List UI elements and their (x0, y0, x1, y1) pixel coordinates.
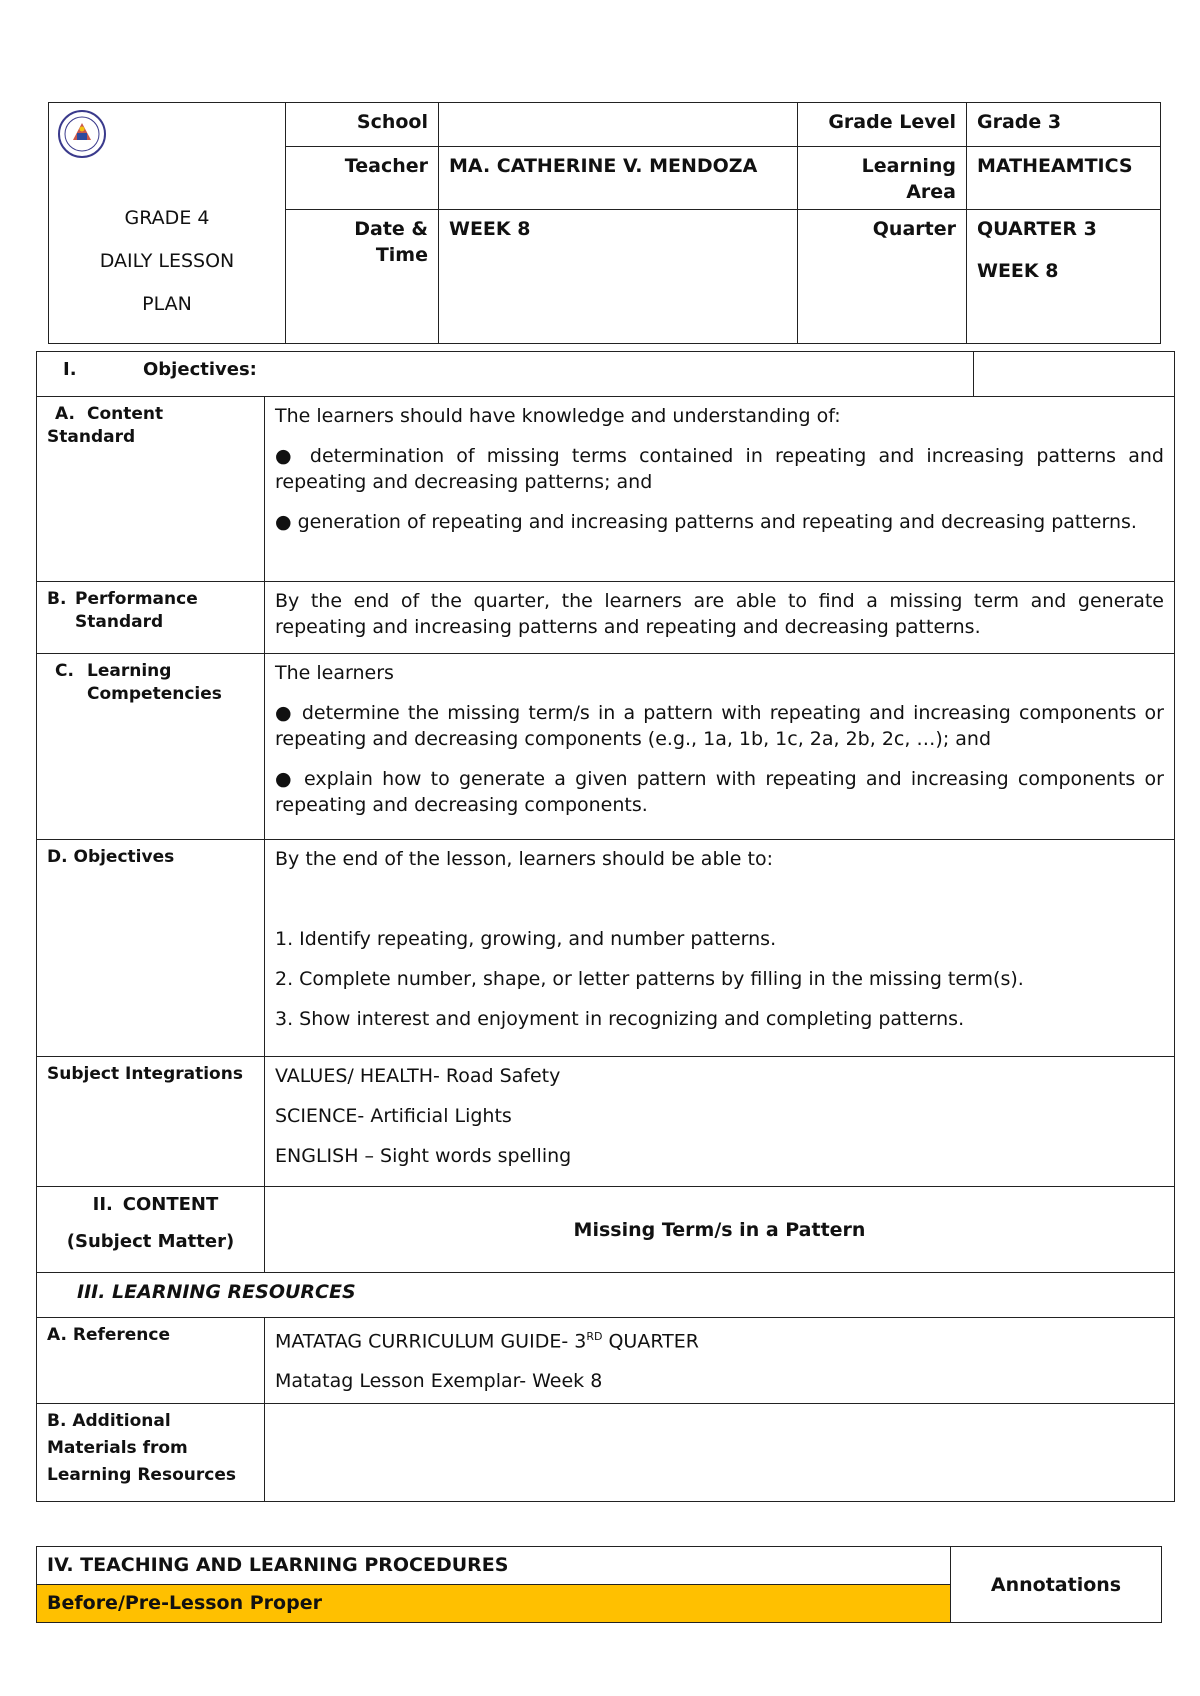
learning-competencies-bullet: ● explain how to generate a given pattern with repeating and increasing components or repeating and decreasing components. (275, 768, 1164, 816)
performance-standard-letter: B. (47, 589, 67, 609)
lesson-objectives-intro: By the end of the lesson, learners should be able to: (275, 848, 773, 870)
additional-materials-label-cell (37, 1404, 265, 1502)
reference-line-1-prefix: MATATAG CURRICULUM GUIDE- 3 (275, 1330, 587, 1353)
content-sub: (Subject Matter) (66, 1231, 235, 1252)
school-value (439, 103, 798, 147)
objectives-heading: Objectives: (143, 359, 257, 380)
performance-standard-label-line2: Standard (75, 612, 164, 632)
content-heading: CONTENT (122, 1194, 219, 1215)
datetime-value: WEEK 8 (439, 210, 798, 344)
title-line: GRADE 4 (124, 207, 210, 229)
learning-area-label: Learning Area (798, 147, 967, 210)
quarter-value-cell (967, 210, 1161, 344)
grade-level-value: Grade 3 (967, 103, 1161, 147)
lesson-objectives-cell (265, 840, 1175, 1057)
title-line: DAILY LESSON (99, 250, 235, 272)
learning-competencies-label-line2: Competencies (87, 684, 222, 704)
deped-seal-icon (57, 109, 107, 159)
subject-integration-item: ENGLISH – Sight words spelling (275, 1145, 572, 1167)
learning-area-value: MATHEAMTICS (967, 147, 1161, 210)
content-numeral: II. (92, 1194, 113, 1215)
header-table (48, 102, 1161, 344)
content-standard-label-cell (37, 397, 265, 582)
grade-level-label: Grade Level (798, 103, 967, 147)
title-line: PLAN (142, 293, 192, 315)
procedures-heading: IV. TEACHING AND LEARNING PROCEDURES (37, 1547, 951, 1585)
quarter-label: Quarter (798, 210, 967, 344)
content-standard-letter: A. (55, 404, 75, 424)
learning-competencies-label-cell (37, 654, 265, 840)
subject-integration-item: SCIENCE- Artificial Lights (275, 1105, 512, 1127)
content-standard-bullet: ● determination of missing terms contained in repeating and increasing patterns and repeating and decreasing patterns; and (275, 445, 1164, 493)
quarter-week: WEEK 8 (977, 260, 1059, 282)
lesson-plan-table (36, 351, 1175, 1502)
learning-competencies-bullet: ● determine the missing term/s in a pattern with repeating and increasing components or repeating and decreasing components (e.g., 1a, 1b, 1c, 2a, 2b, 2c, …); and (275, 702, 1164, 750)
reference-label: A. Reference (37, 1318, 265, 1404)
content-label-cell (37, 1187, 265, 1273)
reference-line-2: Matatag Lesson Exemplar- Week 8 (275, 1370, 603, 1393)
teacher-label: Teacher (286, 147, 439, 210)
content-standard-label: Content Standard (47, 404, 164, 447)
objectives-blank-cell (974, 352, 1175, 397)
reference-line-1-sup: RD (586, 1330, 603, 1343)
subject-integrations-label: Subject Integrations (37, 1057, 265, 1187)
additional-materials-label-line: Learning Resources (47, 1465, 236, 1485)
content-standard-bullet: ● generation of repeating and increasing patterns and repeating and decreasing patterns. (275, 511, 1137, 533)
reference-line-1-suffix: QUARTER (602, 1330, 699, 1353)
quarter-value: QUARTER 3 (977, 218, 1097, 240)
learning-competencies-intro: The learners (275, 662, 394, 684)
additional-materials-label-line: B. Additional (47, 1411, 171, 1431)
teacher-value: MA. CATHERINE V. MENDOZA (439, 147, 798, 210)
lesson-objective-item: 2. Complete number, shape, or letter patterns by filling in the missing term(s). (275, 968, 1024, 990)
performance-standard-label-line1: Performance (75, 589, 198, 609)
subject-integration-item: VALUES/ HEALTH- Road Safety (275, 1065, 561, 1087)
content-heading-line (47, 1193, 254, 1216)
performance-standard-cell (265, 582, 1175, 654)
additional-materials-label-line: Materials from (47, 1438, 188, 1458)
learning-competencies-label-line1: Learning (87, 661, 172, 681)
lesson-objective-item: 3. Show interest and enjoyment in recognizing and completing patterns. (275, 1008, 965, 1030)
learning-resources-heading: III. LEARNING RESOURCES (37, 1273, 1175, 1318)
reference-line-1 (275, 1324, 1164, 1354)
subject-integrations-cell (265, 1057, 1175, 1187)
content-standard-intro: The learners should have knowledge and understanding of: (275, 405, 841, 427)
reference-cell (265, 1318, 1175, 1404)
datetime-label: Date & Time (286, 210, 439, 344)
objectives-heading-cell (37, 352, 974, 397)
content-topic: Missing Term/s in a Pattern (265, 1187, 1175, 1273)
procedures-table (36, 1546, 1162, 1623)
document-title (55, 197, 279, 326)
performance-standard-label-cell (37, 582, 265, 654)
annotations-label: Annotations (951, 1547, 1162, 1623)
title-cell (49, 103, 286, 344)
learning-competencies-letter: C. (55, 661, 74, 681)
learning-competencies-cell (265, 654, 1175, 840)
content-standard-cell (265, 397, 1175, 582)
objectives-numeral: I. (63, 359, 77, 380)
pre-lesson-phase: Before/Pre-Lesson Proper (37, 1585, 951, 1623)
school-label: School (286, 103, 439, 147)
lesson-objective-item: 1. Identify repeating, growing, and number patterns. (275, 928, 777, 950)
lesson-objectives-label: D. Objectives (37, 840, 265, 1057)
performance-standard-text: By the end of the quarter, the learners are able to find a missing term and generate repeating and increasing patterns and repeating and decreasing patterns. (275, 590, 1164, 638)
additional-materials-value (265, 1404, 1175, 1502)
